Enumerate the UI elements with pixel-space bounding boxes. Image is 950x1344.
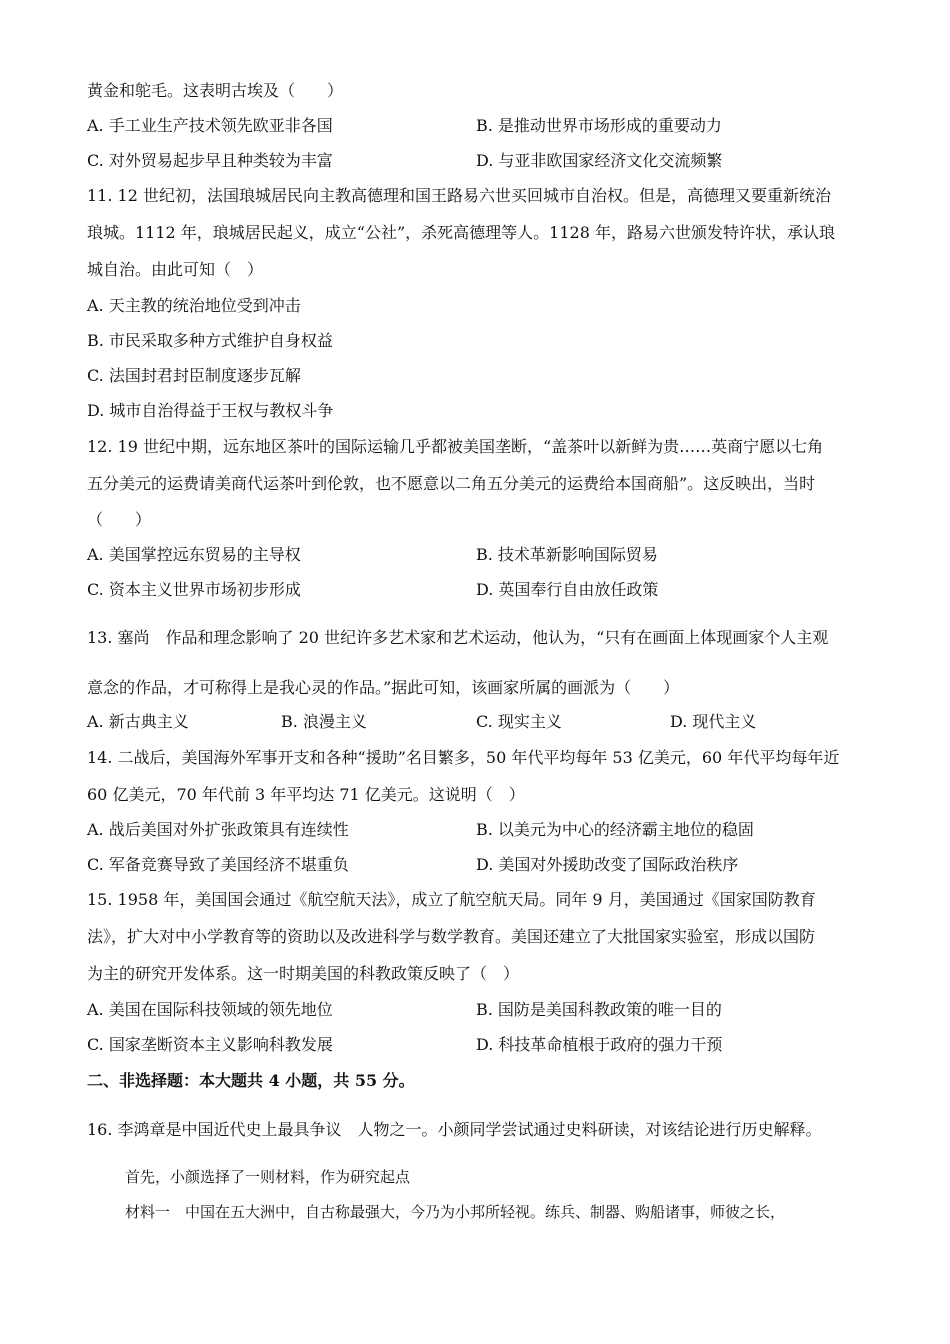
q11-stem-line1: 11. 12 世纪初，法国琅城居民向主教高德理和国王路易六世买回城市自治权。但是，高德理又要重新统治	[87, 186, 831, 205]
q13-option-b: B. 浪漫主义	[281, 712, 367, 731]
q14-option-c: C. 军备竞赛导致了美国经济不堪重负	[87, 855, 349, 874]
q12-option-a: A. 美国掌控远东贸易的主导权	[87, 545, 301, 564]
q15-option-d: D. 科技革命植根于政府的强力干预	[476, 1035, 723, 1054]
q10-option-d: D. 与亚非欧国家经济文化交流频繁	[476, 151, 723, 170]
q10-option-a: A. 手工业生产技术领先欧亚非各国	[87, 116, 333, 135]
q16-material-1: 材料一 中国在五大洲中，自古称最强大，今乃为小邦所轻视。练兵、制器、购船诸事，师彼之长，	[125, 1203, 786, 1221]
q13-stem-line2: 意念的作品，才可称得上是我心灵的作品。”据此可知，该画家所属的画派为（ ）	[87, 678, 680, 697]
q11-option-b: B. 市民采取多种方式维护自身权益	[87, 331, 333, 350]
q16-intro: 首先，小颜选择了一则材料，作为研究起点	[125, 1168, 411, 1186]
q11-stem-line3: 城自治。由此可知（ ）	[87, 260, 264, 279]
q16-stem-line1: 16. 李鸿章是中国近代史上最具争议 人物之一。小颜同学尝试通过史料研读，对该结论进行历史解释。	[87, 1120, 822, 1139]
q12-option-d: D. 英国奉行自由放任政策	[476, 580, 659, 599]
q10-option-c: C. 对外贸易起步早且种类较为丰富	[87, 151, 333, 170]
q14-option-a: A. 战后美国对外扩张政策具有连续性	[87, 820, 349, 839]
q12-stem-line1: 12. 19 世纪中期，远东地区茶叶的国际运输几乎都被美国垄断，“盖茶叶以新鲜为贵……英商宁愿以七角	[87, 437, 824, 456]
q12-option-c: C. 资本主义世界市场初步形成	[87, 580, 301, 599]
section-2-heading: 二、非选择题：本大题共 4 小题，共 55 分。	[87, 1071, 415, 1090]
q12-stem-line2: 五分美元的运费请美商代运茶叶到伦敦，也不愿意以二角五分美元的运费给本国商船”。这反映出，当时	[87, 474, 816, 493]
q15-option-a: A. 美国在国际科技领域的领先地位	[87, 1000, 333, 1019]
q10-option-b: B. 是推动世界市场形成的重要动力	[476, 116, 722, 135]
q13-option-a: A. 新古典主义	[87, 712, 189, 731]
q11-option-d: D. 城市自治得益于王权与教权斗争	[87, 401, 334, 420]
q15-stem-line2: 法》，扩大对中小学教育等的资助以及改进科学与数学教育。美国还建立了大批国家实验室，形成以国防	[87, 927, 816, 946]
q13-option-c: C. 现实主义	[476, 712, 562, 731]
q14-option-d: D. 美国对外援助改变了国际政治秩序	[476, 855, 739, 874]
q12-stem-line3: （ ）	[87, 510, 152, 529]
q15-option-c: C. 国家垄断资本主义影响科教发展	[87, 1035, 333, 1054]
q13-stem-line1: 13. 塞尚 作品和理念影响了 20 世纪许多艺术家和艺术运动，他认为，“只有在画面上体现画家个人主观	[87, 628, 829, 647]
q11-option-a: A. 天主教的统治地位受到冲击	[87, 296, 301, 315]
q12-option-b: B. 技术革新影响国际贸易	[476, 545, 658, 564]
q14-option-b: B. 以美元为中心的经济霸主地位的稳固	[476, 820, 754, 839]
q15-stem-line3: 为主的研究开发体系。这一时期美国的科教政策反映了（ ）	[87, 964, 520, 983]
q14-stem-line1: 14. 二战后，美国海外军事开支和各种“援助”名目繁多，50 年代平均每年 53 亿美元，60 年代平均每年近	[87, 748, 840, 767]
q15-stem-line1: 15. 1958 年，美国国会通过《航空航天法》，成立了航空航天局。同年 9 月，美国通过《国家国防教育	[87, 890, 816, 909]
q11-option-c: C. 法国封君封臣制度逐步瓦解	[87, 366, 301, 385]
q10-stem-continued: 黄金和鸵毛。这表明古埃及（ ）	[87, 81, 344, 100]
q11-stem-line2: 琅城。1112 年，琅城居民起义，成立“公社”，杀死高德理等人。1128 年，路易六世颁发特许状，承认琅	[87, 223, 835, 242]
q15-option-b: B. 国防是美国科教政策的唯一目的	[476, 1000, 722, 1019]
q13-option-d: D. 现代主义	[670, 712, 757, 731]
q14-stem-line2: 60 亿美元，70 年代前 3 年平均达 71 亿美元。这说明（ ）	[87, 785, 525, 804]
